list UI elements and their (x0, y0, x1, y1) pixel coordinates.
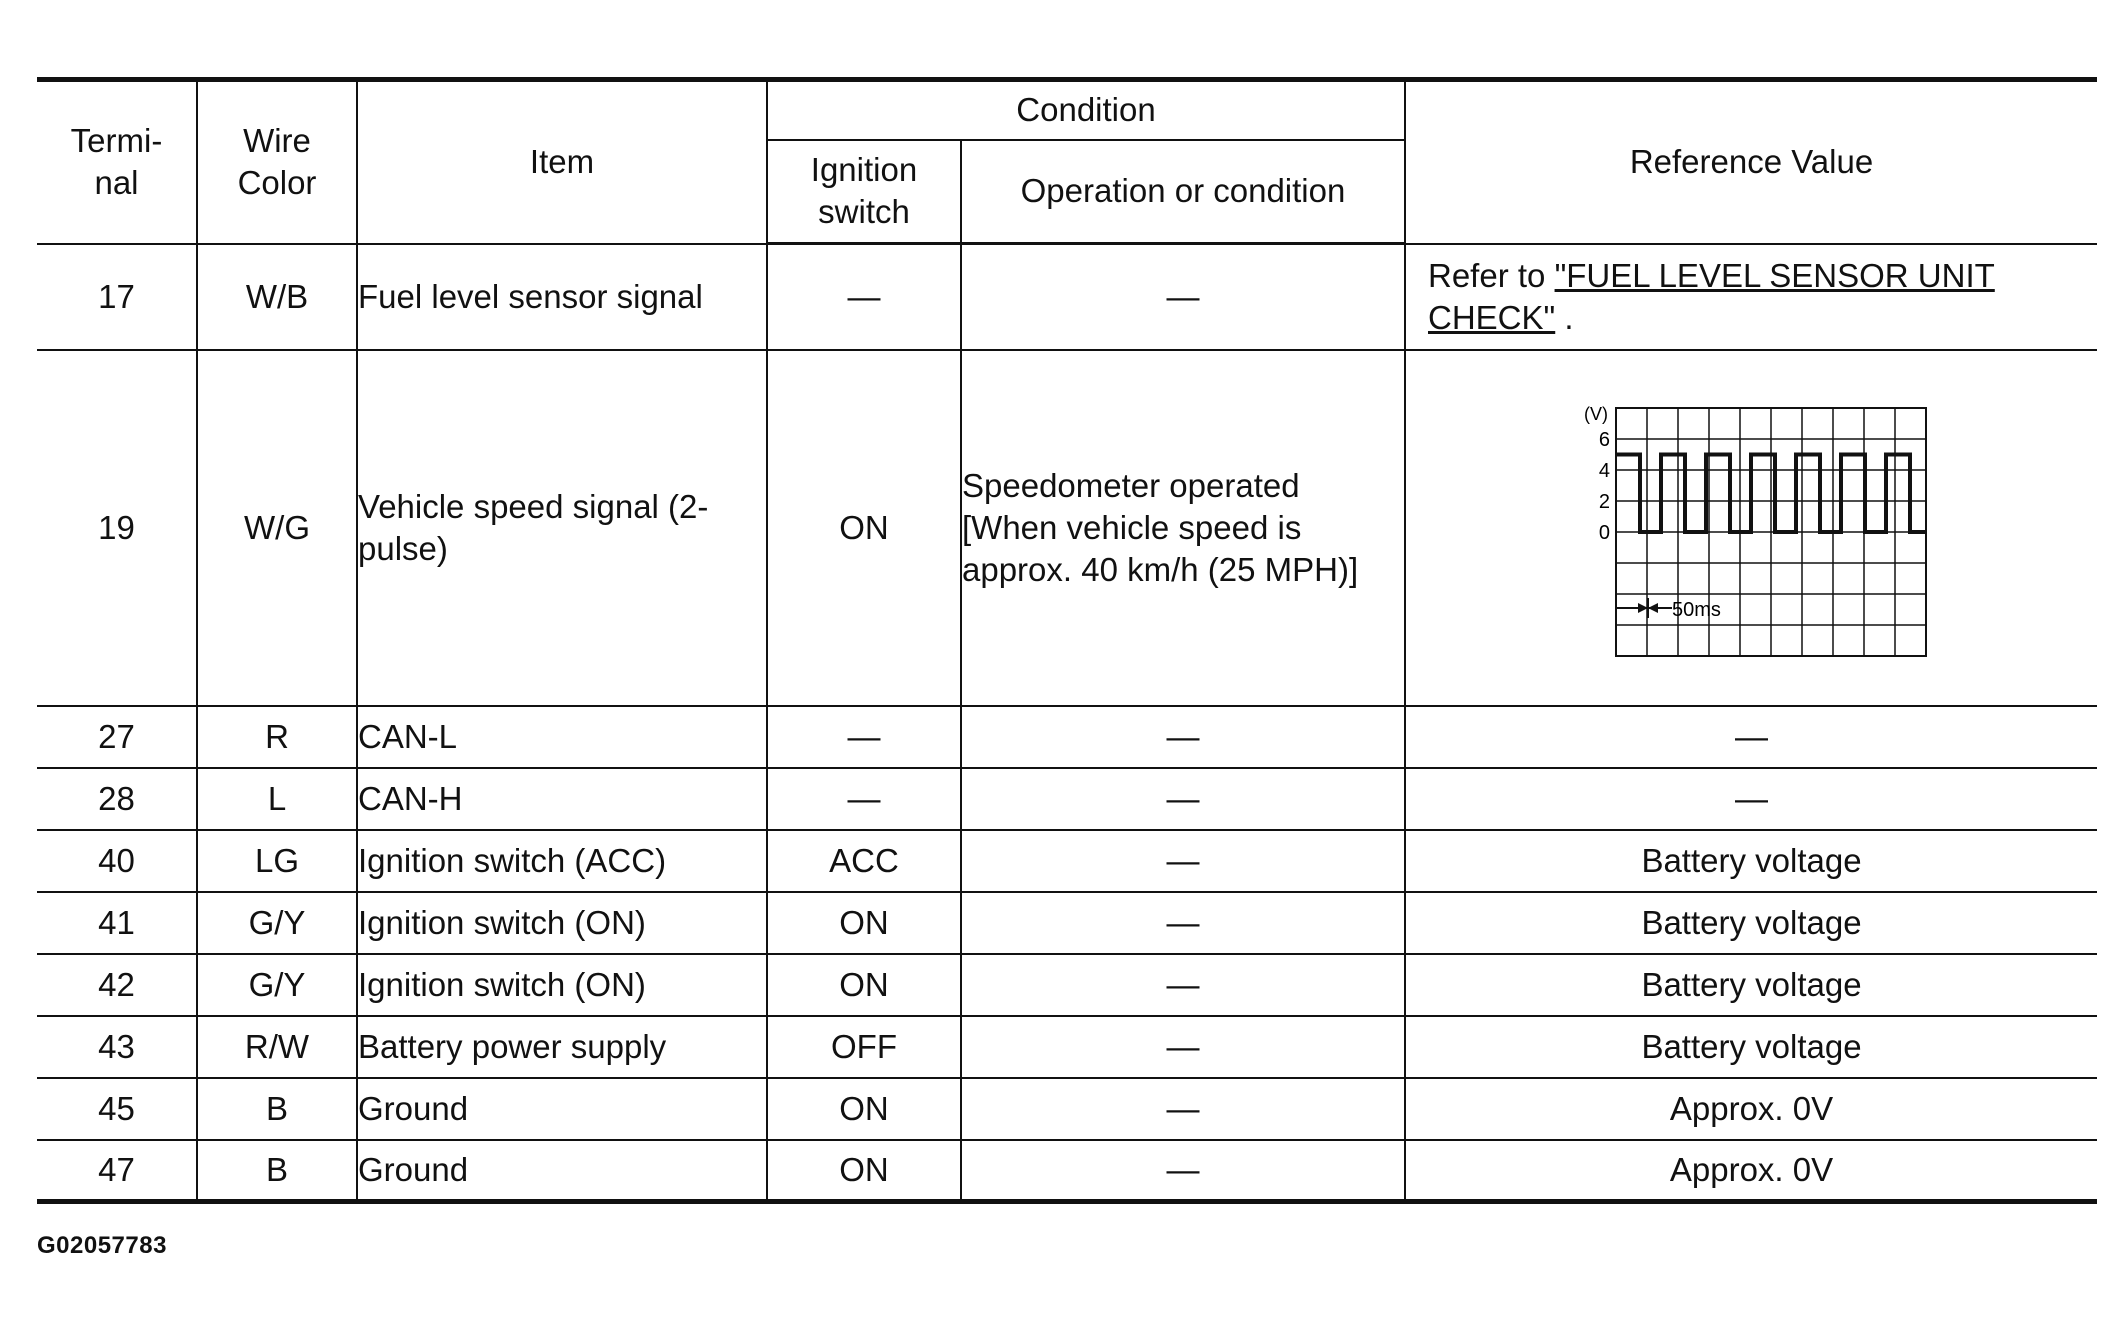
cell-reference: Battery voltage (1405, 830, 2097, 892)
cell-ignition: ON (767, 892, 961, 954)
figure-code: G02057783 (37, 1232, 167, 1259)
cell-wire-color: W/B (197, 244, 357, 350)
table-row (37, 706, 2097, 768)
cell-ignition: ON (767, 1078, 961, 1140)
cell-wire-color: L (197, 768, 357, 830)
cell-terminal: 40 (37, 830, 197, 892)
cell-item: Ignition switch (ON) (357, 892, 767, 954)
cell-operation: — (961, 892, 1405, 954)
cell-item: Fuel level sensor signal (357, 244, 767, 350)
header-wire-color: Wire Color (197, 80, 357, 244)
cell-terminal: 43 (37, 1016, 197, 1078)
cell-item: CAN-H (357, 768, 767, 830)
cell-ignition: OFF (767, 1016, 961, 1078)
waveform-time-marker (1616, 598, 1672, 618)
waveform-unit-label: (V) (1583, 403, 1608, 424)
cell-ignition: ON (767, 954, 961, 1016)
reference-suffix: . (1555, 298, 1574, 336)
cell-ignition: ON (767, 1140, 961, 1202)
table-row (37, 768, 2097, 830)
cell-reference: Battery voltage (1405, 892, 2097, 954)
cell-reference: — (1405, 706, 2097, 768)
cell-wire-color: G/Y (197, 892, 357, 954)
waveform-y-tick: 2 (1598, 490, 1610, 513)
cell-operation: — (961, 1016, 1405, 1078)
cell-ignition: — (767, 768, 961, 830)
header-item: Item (357, 80, 767, 244)
cell-wire-color: G/Y (197, 954, 357, 1016)
cell-ignition: — (767, 706, 961, 768)
cell-terminal: 47 (37, 1140, 197, 1202)
cell-ignition: ON (767, 350, 961, 706)
waveform-y-tick: 4 (1598, 459, 1610, 482)
cell-item: Ignition switch (ACC) (357, 830, 767, 892)
cell-wire-color: R (197, 706, 357, 768)
header-terminal: Termi- nal (37, 80, 197, 244)
cell-reference: Battery voltage (1405, 1016, 2097, 1078)
cell-item: Battery power supply (357, 1016, 767, 1078)
terminal-reference-table (37, 77, 2097, 1204)
cell-operation: — (961, 1078, 1405, 1140)
table-row (37, 244, 2097, 350)
cell-item: Ground (357, 1078, 767, 1140)
cell-terminal: 41 (37, 892, 197, 954)
cell-terminal: 17 (37, 244, 197, 350)
table-row (37, 1016, 2097, 1078)
table-row (37, 954, 2097, 1016)
cell-wire-color: B (197, 1078, 357, 1140)
waveform-y-tick: 0 (1598, 521, 1610, 544)
header-operation-or-condition: Operation or condition (961, 140, 1405, 244)
cell-wire-color: LG (197, 830, 357, 892)
cell-operation: — (961, 244, 1405, 350)
cell-reference-waveform (1405, 350, 2097, 706)
cell-terminal: 19 (37, 350, 197, 706)
cell-reference: Approx. 0V (1405, 1140, 2097, 1202)
header-condition: Condition (767, 80, 1405, 140)
reference-prefix: Refer to (1428, 256, 1555, 294)
header-reference-value: Reference Value (1405, 80, 2097, 244)
cell-terminal: 28 (37, 768, 197, 830)
table-row (37, 830, 2097, 892)
cell-item: CAN-L (357, 706, 767, 768)
table-row (37, 1078, 2097, 1140)
fuel-level-sensor-check-link[interactable]: "FUEL LEVEL SENSOR UNIT CHECK" (1428, 256, 1995, 336)
table-row (37, 1140, 2097, 1202)
table-row (37, 892, 2097, 954)
cell-wire-color: R/W (197, 1016, 357, 1078)
cell-item: Ground (357, 1140, 767, 1202)
vehicle-speed-waveform (1572, 398, 1932, 658)
cell-reference: Battery voltage (1405, 954, 2097, 1016)
cell-terminal: 45 (37, 1078, 197, 1140)
cell-operation: Speedometer operated [When vehicle speed is approx. 40 km/h (25 MPH)] (961, 350, 1405, 706)
cell-ignition: — (767, 244, 961, 350)
cell-reference (1405, 244, 2097, 350)
cell-terminal: 42 (37, 954, 197, 1016)
cell-wire-color: W/G (197, 350, 357, 706)
cell-operation: — (961, 1140, 1405, 1202)
cell-item: Ignition switch (ON) (357, 954, 767, 1016)
cell-reference: Approx. 0V (1405, 1078, 2097, 1140)
cell-ignition: ACC (767, 830, 961, 892)
cell-item: Vehicle speed signal (2-pulse) (357, 350, 767, 706)
cell-wire-color: B (197, 1140, 357, 1202)
cell-operation: — (961, 954, 1405, 1016)
waveform-y-tick: 6 (1598, 428, 1610, 451)
cell-operation: — (961, 768, 1405, 830)
cell-operation: — (961, 830, 1405, 892)
cell-operation: — (961, 706, 1405, 768)
cell-terminal: 27 (37, 706, 197, 768)
header-ignition-switch: Ignition switch (767, 140, 961, 244)
table-row (37, 350, 2097, 706)
waveform-time-label: 50ms (1671, 598, 1721, 621)
reference-text (1406, 255, 2097, 339)
cell-reference: — (1405, 768, 2097, 830)
